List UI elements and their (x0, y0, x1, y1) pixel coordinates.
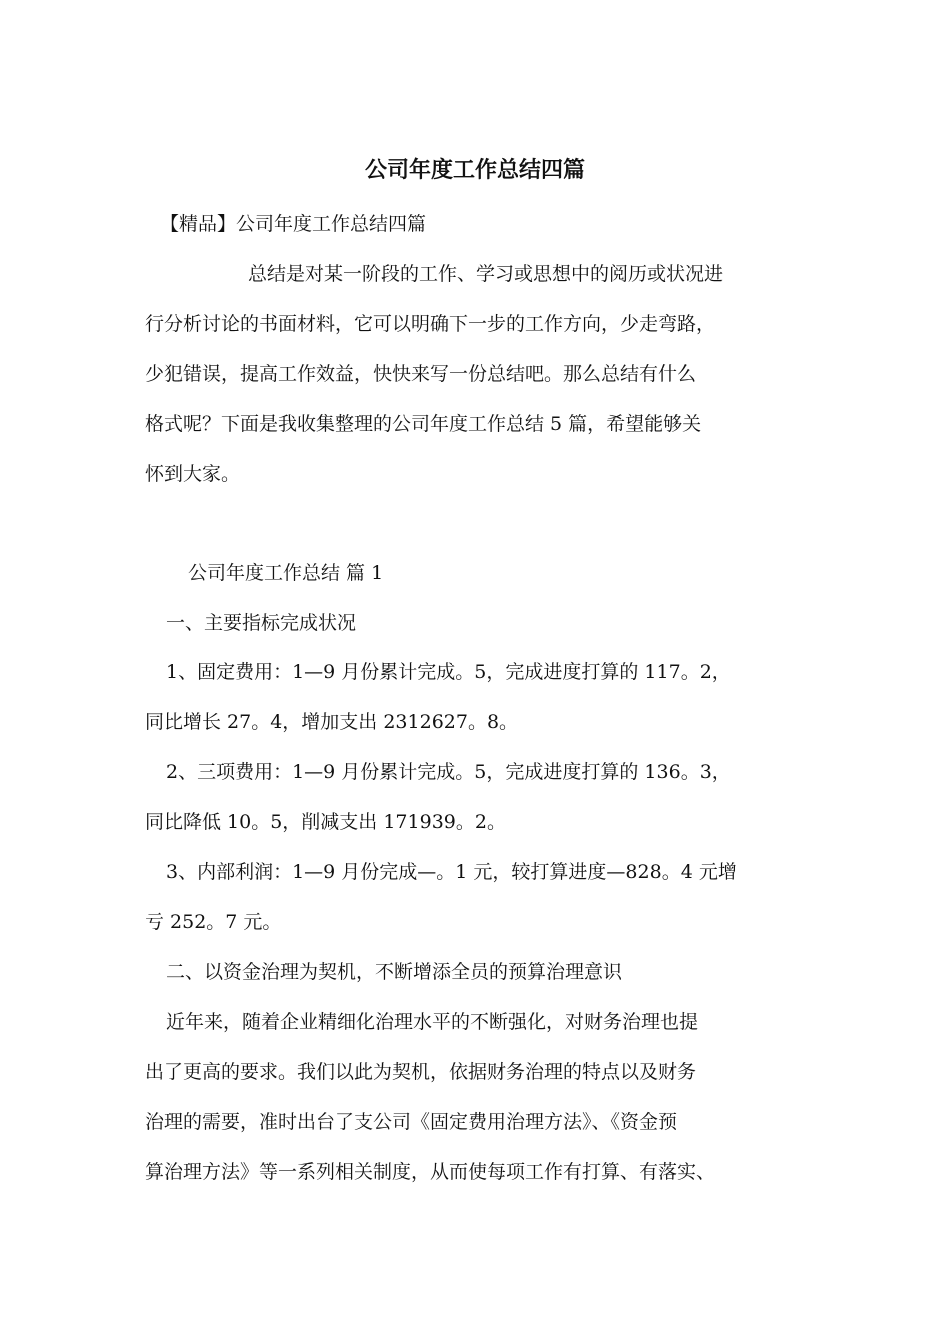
section-subheading: 二、以资金治理为契机，不断增添全员的预算治理意识 (166, 961, 623, 983)
section-heading: 公司年度工作总结 篇 1 (188, 562, 384, 584)
paragraph-line: 3、内部利润：1—9 月份完成—。1 元，较打算进度—828。4 元增 (166, 861, 737, 883)
paragraph-line: 格式呢？下面是我收集整理的公司年度工作总结 5 篇，希望能够关 (145, 413, 702, 435)
document-subtitle: 【精品】公司年度工作总结四篇 (160, 213, 427, 235)
paragraph-line: 算治理方法》等一系列相关制度，从而使每项工作有打算、有落实、 (145, 1161, 716, 1183)
paragraph-line: 近年来，随着企业精细化治理水平的不断强化，对财务治理也提 (166, 1011, 699, 1033)
paragraph-line: 总结是对某一阶段的工作、学习或思想中的阅历或状况进 (248, 263, 724, 285)
paragraph-line: 1、固定费用：1—9 月份累计完成。5，完成进度打算的 117。2， (166, 661, 731, 683)
paragraph-line: 出了更高的要求。我们以此为契机，依据财务治理的特点以及财务 (145, 1061, 697, 1083)
paragraph-line: 少犯错误，提高工作效益，快快来写一份总结吧。那么总结有什么 (145, 363, 697, 385)
paragraph-line: 行分析讨论的书面材料，它可以明确下一步的工作方向，少走弯路， (145, 313, 716, 335)
paragraph-line: 同比降低 10。5，削减支出 171939。2。 (145, 811, 506, 833)
paragraph-line: 同比增长 27。4，增加支出 2312627。8。 (145, 711, 519, 733)
document-title: 公司年度工作总结四篇 (364, 157, 585, 183)
paragraph-line: 治理的需要，准时出台了支公司《固定费用治理方法》、《资金预 (145, 1111, 678, 1133)
paragraph-line: 怀到大家。 (145, 463, 241, 485)
paragraph-line: 2、三项费用：1—9 月份累计完成。5，完成进度打算的 136。3， (166, 761, 731, 783)
paragraph-line: 亏 252。7 元。 (145, 911, 282, 933)
section-subheading: 一、主要指标完成状况 (166, 612, 357, 634)
